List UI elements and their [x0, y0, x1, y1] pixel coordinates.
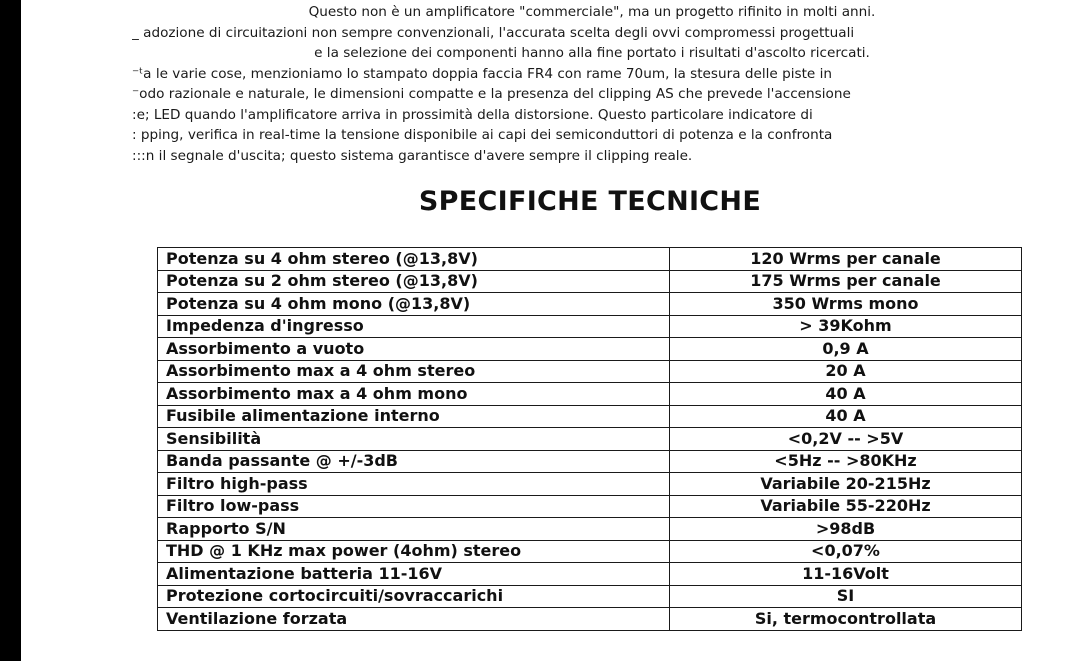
intro-line: :::n il segnale d'uscita; questo sistema garantisce d'avere sempre il clipping reale. [132, 147, 693, 164]
table-row [158, 405, 1022, 428]
intro-line: ⁻ᵗa le varie cose, menzioniamo lo stampato doppia faccia FR4 con rame 70um, la stesura delle piste in [132, 65, 832, 82]
intro-line: Questo non è un amplificatore "commerciale", ma un progetto rifinito in molti anni. [308, 4, 876, 20]
spec-value: 120 Wrms per canale [670, 248, 1022, 271]
intro-paragraph [132, 2, 1032, 166]
intro-line: :e; LED quando l'amplificatore arriva in prossimità della distorsione. Questo particolare indicatore di [132, 106, 813, 123]
spec-value: <5Hz -- >80KHz [670, 450, 1022, 473]
spec-value: 0,9 A [670, 338, 1022, 361]
spec-label: Alimentazione batteria 11-16V [158, 563, 670, 586]
spec-label: Sensibilità [158, 428, 670, 451]
spec-label: Potenza su 2 ohm stereo (@13,8V) [158, 270, 670, 293]
spec-label: Potenza su 4 ohm mono (@13,8V) [158, 293, 670, 316]
spec-label: Potenza su 4 ohm stereo (@13,8V) [158, 248, 670, 271]
specs-table [157, 247, 1022, 631]
table-row [158, 450, 1022, 473]
spec-label: Fusibile alimentazione interno [158, 405, 670, 428]
section-heading: SPECIFICHE TECNICHE [418, 186, 762, 217]
spec-label: Ventilazione forzata [158, 608, 670, 631]
spec-value: 20 A [670, 360, 1022, 383]
spec-label: Banda passante @ +/-3dB [158, 450, 670, 473]
table-row [158, 473, 1022, 496]
spec-label: Protezione cortocircuiti/sovraccarichi [158, 585, 670, 608]
intro-line: ⁻odo razionale e naturale, le dimensioni compatte e la presenza del clipping AS che prevede l'accensione [132, 86, 851, 102]
table-row [158, 338, 1022, 361]
spec-value: Variabile 20-215Hz [670, 473, 1022, 496]
spec-label: Rapporto S/N [158, 518, 670, 541]
spec-label: Impedenza d'ingresso [158, 315, 670, 338]
table-row [158, 248, 1022, 271]
spec-value: 40 A [670, 405, 1022, 428]
table-row [158, 585, 1022, 608]
spec-value: Variabile 55-220Hz [670, 495, 1022, 518]
spec-label: Filtro high-pass [158, 473, 670, 496]
table-row [158, 315, 1022, 338]
table-row [158, 540, 1022, 563]
spec-value: <0,07% [670, 540, 1022, 563]
table-row [158, 360, 1022, 383]
table-row [158, 293, 1022, 316]
spec-value: >98dB [670, 518, 1022, 541]
table-row [158, 270, 1022, 293]
spec-value: 175 Wrms per canale [670, 270, 1022, 293]
spec-value: Si, termocontrollata [670, 608, 1022, 631]
table-row [158, 428, 1022, 451]
spec-value: > 39Kohm [670, 315, 1022, 338]
spec-value: <0,2V -- >5V [670, 428, 1022, 451]
table-row [158, 563, 1022, 586]
spec-label: THD @ 1 KHz max power (4ohm) stereo [158, 540, 670, 563]
intro-line: : pping, verifica in real-time la tensione disponibile ai capi dei semiconduttori di potenza e la confronta [132, 127, 833, 143]
table-row [158, 495, 1022, 518]
table-row [158, 518, 1022, 541]
spec-value: 350 Wrms mono [670, 293, 1022, 316]
spec-value: SI [670, 585, 1022, 608]
intro-line: _ adozione di circuitazioni non sempre convenzionali, l'accurata scelta degli ovvi compromessi progettuali [132, 24, 855, 41]
scan-edge-bar [0, 0, 21, 661]
table-row [158, 608, 1022, 631]
spec-label: Assorbimento max a 4 ohm stereo [158, 360, 670, 383]
table-row [158, 383, 1022, 406]
spec-label: Filtro low-pass [158, 495, 670, 518]
intro-line: e la selezione dei componenti hanno alla fine portato i risultati d'ascolto ricercati. [314, 45, 870, 61]
spec-value: 11-16Volt [670, 563, 1022, 586]
spec-label: Assorbimento a vuoto [158, 338, 670, 361]
spec-label: Assorbimento max a 4 ohm mono [158, 383, 670, 406]
spec-value: 40 A [670, 383, 1022, 406]
